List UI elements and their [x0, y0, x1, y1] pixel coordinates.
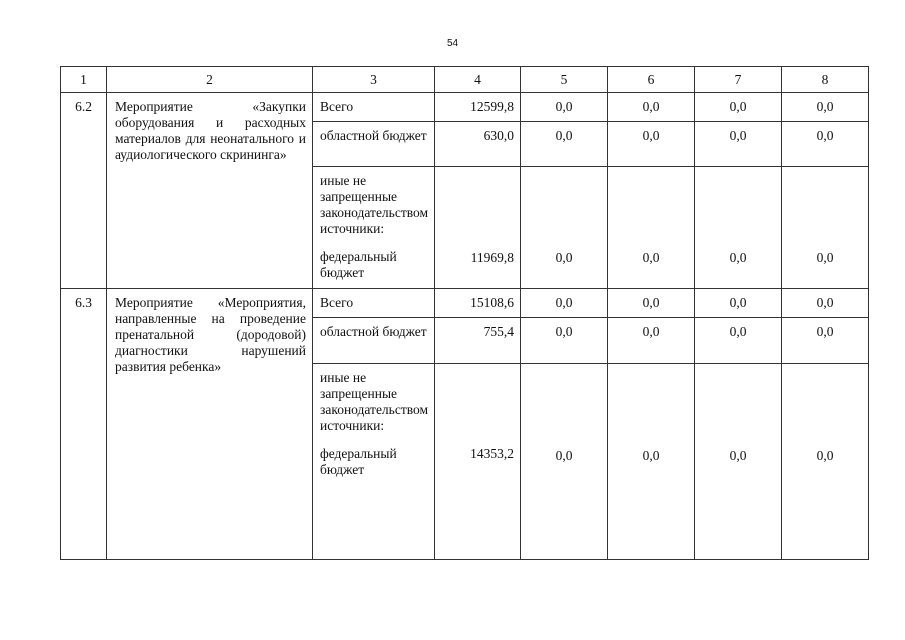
year-value: 0,0: [782, 364, 869, 560]
year-value: 0,0: [608, 122, 695, 167]
year-value: 0,0: [521, 364, 608, 560]
total-value: 14353,2: [435, 364, 521, 560]
total-value: 15108,6: [435, 289, 521, 318]
funding-source-intro: иные не запрещенные законодательством источники:: [320, 173, 429, 236]
funding-source-intro: иные не запрещенные законодательством источники:: [320, 370, 429, 433]
year-value: 0,0: [521, 122, 608, 167]
header-row: [61, 67, 869, 93]
year-value: 0,0: [782, 167, 869, 289]
funding-source: областной бюджет: [313, 122, 435, 167]
year-value: 0,0: [782, 122, 869, 167]
year-value: 0,0: [695, 364, 782, 560]
item-number: 6.2: [61, 93, 107, 289]
year-value: 0,0: [608, 364, 695, 560]
item-number: 6.3: [61, 289, 107, 560]
funding-source: федеральный бюджет: [320, 446, 397, 477]
year-value: 0,0: [521, 289, 608, 318]
column-header: 8: [782, 67, 869, 93]
funding-source: Всего: [313, 289, 435, 318]
total-value: 630,0: [435, 122, 521, 167]
total-value: 11969,8: [435, 167, 521, 289]
funding-source: областной бюджет: [313, 318, 435, 364]
total-value: 12599,8: [435, 93, 521, 122]
year-value: 0,0: [608, 167, 695, 289]
funding-source-cell: [313, 364, 435, 560]
column-header: 6: [608, 67, 695, 93]
funding-source: Всего: [313, 93, 435, 122]
item-description: Мероприятие «Закупки оборудования и расходных материалов для неонатального и аудиологического скрининга»: [107, 93, 313, 289]
funding-source: федеральный бюджет: [320, 249, 397, 280]
item-description: Мероприятие «Мероприятия, направленные на проведение пренатальной (дородовой) диагностики нарушений развития ребенка»: [107, 289, 313, 560]
year-value: 0,0: [695, 122, 782, 167]
year-value: 0,0: [695, 318, 782, 364]
table-row: [61, 93, 869, 122]
year-value: 0,0: [695, 93, 782, 122]
year-value: 0,0: [782, 289, 869, 318]
column-header: 4: [435, 67, 521, 93]
total-value: 755,4: [435, 318, 521, 364]
year-value: 0,0: [782, 318, 869, 364]
year-value: 0,0: [521, 318, 608, 364]
year-value: 0,0: [782, 93, 869, 122]
year-value: 0,0: [521, 167, 608, 289]
year-value: 0,0: [608, 93, 695, 122]
year-value: 0,0: [608, 318, 695, 364]
column-header: 2: [107, 67, 313, 93]
table-row: [61, 289, 869, 318]
spacer: [320, 434, 430, 446]
funding-source-cell: [313, 167, 435, 289]
column-header: 1: [61, 67, 107, 93]
column-header: 7: [695, 67, 782, 93]
year-value: 0,0: [521, 93, 608, 122]
spacer: [320, 237, 430, 249]
page-number: 54: [446, 38, 459, 49]
column-header: 5: [521, 67, 608, 93]
year-value: 0,0: [695, 167, 782, 289]
year-value: 0,0: [695, 289, 782, 318]
column-header: 3: [313, 67, 435, 93]
funding-table: [60, 66, 869, 560]
year-value: 0,0: [608, 289, 695, 318]
